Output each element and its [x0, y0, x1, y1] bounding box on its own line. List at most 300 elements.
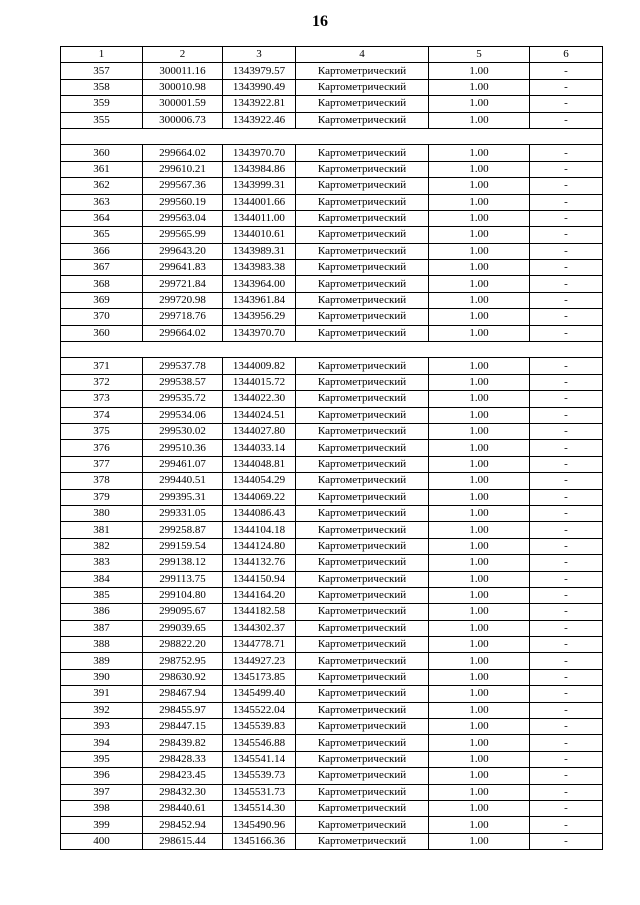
point-number-cell: 387 — [61, 620, 143, 636]
x-coordinate-cell: 300006.73 — [143, 112, 223, 128]
table-row — [61, 96, 603, 112]
accuracy-cell: 1.00 — [429, 686, 530, 702]
method-cell: Картометрический — [296, 227, 429, 243]
x-coordinate-cell: 299664.02 — [143, 145, 223, 161]
point-number-cell: 388 — [61, 637, 143, 653]
method-cell: Картометрический — [296, 63, 429, 79]
accuracy-cell: 1.00 — [429, 538, 530, 554]
table-row — [61, 817, 603, 833]
x-coordinate-cell: 299138.12 — [143, 555, 223, 571]
y-coordinate-cell: 1345539.83 — [223, 719, 296, 735]
table-row — [61, 391, 603, 407]
x-coordinate-cell: 300010.98 — [143, 79, 223, 95]
point-number-cell: 361 — [61, 161, 143, 177]
x-coordinate-cell: 299643.20 — [143, 243, 223, 259]
method-cell: Картометрический — [296, 407, 429, 423]
y-coordinate-cell: 1344024.51 — [223, 407, 296, 423]
point-number-cell: 376 — [61, 440, 143, 456]
point-number-cell: 382 — [61, 538, 143, 554]
method-cell: Картометрический — [296, 243, 429, 259]
accuracy-cell: 1.00 — [429, 473, 530, 489]
table-row — [61, 63, 603, 79]
method-cell: Картометрический — [296, 325, 429, 341]
point-number-cell: 390 — [61, 669, 143, 685]
method-cell: Картометрический — [296, 489, 429, 505]
description-cell: - — [530, 276, 603, 292]
table-row — [61, 669, 603, 685]
method-cell: Картометрический — [296, 522, 429, 538]
description-cell: - — [530, 768, 603, 784]
table-row — [61, 800, 603, 816]
y-coordinate-cell: 1345531.73 — [223, 784, 296, 800]
method-cell: Картометрический — [296, 587, 429, 603]
y-coordinate-cell: 1343979.57 — [223, 63, 296, 79]
accuracy-cell: 1.00 — [429, 210, 530, 226]
y-coordinate-cell: 1344015.72 — [223, 374, 296, 390]
accuracy-cell: 1.00 — [429, 227, 530, 243]
x-coordinate-cell: 298440.61 — [143, 800, 223, 816]
table-row — [61, 243, 603, 259]
method-cell: Картометрический — [296, 784, 429, 800]
point-number-cell: 374 — [61, 407, 143, 423]
accuracy-cell: 1.00 — [429, 719, 530, 735]
description-cell: - — [530, 243, 603, 259]
description-cell: - — [530, 702, 603, 718]
description-cell: - — [530, 423, 603, 439]
table-row — [61, 407, 603, 423]
table-row — [61, 325, 603, 341]
point-number-cell: 357 — [61, 63, 143, 79]
point-number-cell: 360 — [61, 325, 143, 341]
method-cell: Картометрический — [296, 161, 429, 177]
column-header: 2 — [143, 47, 223, 63]
method-cell: Картометрический — [296, 112, 429, 128]
accuracy-cell: 1.00 — [429, 260, 530, 276]
y-coordinate-cell: 1344069.22 — [223, 489, 296, 505]
method-cell: Картометрический — [296, 702, 429, 718]
x-coordinate-cell: 299159.54 — [143, 538, 223, 554]
point-number-cell: 384 — [61, 571, 143, 587]
y-coordinate-cell: 1345541.14 — [223, 751, 296, 767]
point-number-cell: 367 — [61, 260, 143, 276]
accuracy-cell: 1.00 — [429, 194, 530, 210]
accuracy-cell: 1.00 — [429, 604, 530, 620]
method-cell: Картометрический — [296, 637, 429, 653]
point-number-cell: 378 — [61, 473, 143, 489]
point-number-cell: 375 — [61, 423, 143, 439]
method-cell: Картометрический — [296, 391, 429, 407]
description-cell: - — [530, 456, 603, 472]
x-coordinate-cell: 299537.78 — [143, 358, 223, 374]
y-coordinate-cell: 1344132.76 — [223, 555, 296, 571]
x-coordinate-cell: 299560.19 — [143, 194, 223, 210]
table-row — [61, 538, 603, 554]
x-coordinate-cell: 299567.36 — [143, 178, 223, 194]
method-cell: Картометрический — [296, 768, 429, 784]
table-row — [61, 374, 603, 390]
point-number-cell: 372 — [61, 374, 143, 390]
y-coordinate-cell: 1345522.04 — [223, 702, 296, 718]
description-cell: - — [530, 407, 603, 423]
description-cell: - — [530, 194, 603, 210]
y-coordinate-cell: 1344182.58 — [223, 604, 296, 620]
point-number-cell: 391 — [61, 686, 143, 702]
y-coordinate-cell: 1343961.84 — [223, 292, 296, 308]
method-cell: Картометрический — [296, 440, 429, 456]
accuracy-cell: 1.00 — [429, 833, 530, 849]
x-coordinate-cell: 299395.31 — [143, 489, 223, 505]
point-number-cell: 389 — [61, 653, 143, 669]
description-cell: - — [530, 79, 603, 95]
x-coordinate-cell: 299664.02 — [143, 325, 223, 341]
table-row — [61, 112, 603, 128]
x-coordinate-cell: 300001.59 — [143, 96, 223, 112]
x-coordinate-cell: 299440.51 — [143, 473, 223, 489]
point-number-cell: 373 — [61, 391, 143, 407]
table-row — [61, 768, 603, 784]
x-coordinate-cell: 300011.16 — [143, 63, 223, 79]
y-coordinate-cell: 1344054.29 — [223, 473, 296, 489]
table-row — [61, 637, 603, 653]
accuracy-cell: 1.00 — [429, 620, 530, 636]
table-row — [61, 555, 603, 571]
x-coordinate-cell: 299610.21 — [143, 161, 223, 177]
method-cell: Картометрический — [296, 751, 429, 767]
x-coordinate-cell: 298455.97 — [143, 702, 223, 718]
accuracy-cell: 1.00 — [429, 325, 530, 341]
y-coordinate-cell: 1344778.71 — [223, 637, 296, 653]
description-cell: - — [530, 210, 603, 226]
description-cell: - — [530, 325, 603, 341]
x-coordinate-cell: 299721.84 — [143, 276, 223, 292]
point-number-cell: 386 — [61, 604, 143, 620]
table-row — [61, 145, 603, 161]
table-row — [61, 227, 603, 243]
accuracy-cell: 1.00 — [429, 112, 530, 128]
point-number-cell: 394 — [61, 735, 143, 751]
page-number: 16 — [312, 13, 328, 30]
accuracy-cell: 1.00 — [429, 276, 530, 292]
accuracy-cell: 1.00 — [429, 63, 530, 79]
y-coordinate-cell: 1344302.37 — [223, 620, 296, 636]
method-cell: Картометрический — [296, 669, 429, 685]
accuracy-cell: 1.00 — [429, 817, 530, 833]
y-coordinate-cell: 1344010.61 — [223, 227, 296, 243]
table-row — [61, 260, 603, 276]
method-cell: Картометрический — [296, 833, 429, 849]
point-number-cell: 385 — [61, 587, 143, 603]
y-coordinate-cell: 1343922.81 — [223, 96, 296, 112]
accuracy-cell: 1.00 — [429, 96, 530, 112]
method-cell: Картометрический — [296, 800, 429, 816]
description-cell: - — [530, 522, 603, 538]
description-cell: - — [530, 800, 603, 816]
point-number-cell: 381 — [61, 522, 143, 538]
y-coordinate-cell: 1345539.73 — [223, 768, 296, 784]
x-coordinate-cell: 298423.45 — [143, 768, 223, 784]
description-cell: - — [530, 833, 603, 849]
accuracy-cell: 1.00 — [429, 178, 530, 194]
y-coordinate-cell: 1343970.70 — [223, 325, 296, 341]
y-coordinate-cell: 1345514.30 — [223, 800, 296, 816]
accuracy-cell: 1.00 — [429, 161, 530, 177]
table-header-row — [61, 47, 603, 63]
point-number-cell: 399 — [61, 817, 143, 833]
method-cell: Картометрический — [296, 260, 429, 276]
description-cell: - — [530, 489, 603, 505]
point-number-cell: 392 — [61, 702, 143, 718]
description-cell: - — [530, 751, 603, 767]
description-cell: - — [530, 571, 603, 587]
table-row — [61, 194, 603, 210]
table-row — [61, 571, 603, 587]
method-cell: Картометрический — [296, 473, 429, 489]
y-coordinate-cell: 1343989.31 — [223, 243, 296, 259]
accuracy-cell: 1.00 — [429, 489, 530, 505]
accuracy-cell: 1.00 — [429, 702, 530, 718]
point-number-cell: 360 — [61, 145, 143, 161]
x-coordinate-cell: 298428.33 — [143, 751, 223, 767]
point-number-cell: 362 — [61, 178, 143, 194]
x-coordinate-cell: 299565.99 — [143, 227, 223, 243]
x-coordinate-cell: 299258.87 — [143, 522, 223, 538]
y-coordinate-cell: 1343983.38 — [223, 260, 296, 276]
accuracy-cell: 1.00 — [429, 653, 530, 669]
description-cell: - — [530, 391, 603, 407]
table-row — [61, 358, 603, 374]
x-coordinate-cell: 299641.83 — [143, 260, 223, 276]
description-cell: - — [530, 505, 603, 521]
table-row — [61, 686, 603, 702]
x-coordinate-cell: 298447.15 — [143, 719, 223, 735]
point-number-cell: 383 — [61, 555, 143, 571]
method-cell: Картометрический — [296, 538, 429, 554]
description-cell: - — [530, 735, 603, 751]
point-number-cell: 355 — [61, 112, 143, 128]
separator-cell — [61, 342, 603, 358]
description-cell: - — [530, 440, 603, 456]
method-cell: Картометрический — [296, 145, 429, 161]
accuracy-cell: 1.00 — [429, 751, 530, 767]
accuracy-cell: 1.00 — [429, 768, 530, 784]
y-coordinate-cell: 1343956.29 — [223, 309, 296, 325]
description-cell: - — [530, 309, 603, 325]
method-cell: Картометрический — [296, 96, 429, 112]
column-header: 3 — [223, 47, 296, 63]
coordinates-table — [60, 46, 603, 850]
x-coordinate-cell: 298752.95 — [143, 653, 223, 669]
description-cell: - — [530, 669, 603, 685]
point-number-cell: 365 — [61, 227, 143, 243]
point-number-cell: 364 — [61, 210, 143, 226]
description-cell: - — [530, 784, 603, 800]
description-cell: - — [530, 96, 603, 112]
method-cell: Картометрический — [296, 604, 429, 620]
point-number-cell: 396 — [61, 768, 143, 784]
accuracy-cell: 1.00 — [429, 423, 530, 439]
description-cell: - — [530, 112, 603, 128]
x-coordinate-cell: 299718.76 — [143, 309, 223, 325]
method-cell: Картометрический — [296, 653, 429, 669]
y-coordinate-cell: 1344009.82 — [223, 358, 296, 374]
method-cell: Картометрический — [296, 571, 429, 587]
accuracy-cell: 1.00 — [429, 358, 530, 374]
accuracy-cell: 1.00 — [429, 456, 530, 472]
description-cell: - — [530, 604, 603, 620]
description-cell: - — [530, 178, 603, 194]
y-coordinate-cell: 1343984.86 — [223, 161, 296, 177]
method-cell: Картометрический — [296, 178, 429, 194]
x-coordinate-cell: 299331.05 — [143, 505, 223, 521]
table-row — [61, 505, 603, 521]
table-row — [61, 620, 603, 636]
table-row — [61, 178, 603, 194]
table-separator-row — [61, 128, 603, 144]
table-row — [61, 735, 603, 751]
accuracy-cell: 1.00 — [429, 374, 530, 390]
description-cell: - — [530, 161, 603, 177]
x-coordinate-cell: 299461.07 — [143, 456, 223, 472]
description-cell: - — [530, 653, 603, 669]
table-row — [61, 456, 603, 472]
accuracy-cell: 1.00 — [429, 79, 530, 95]
y-coordinate-cell: 1344001.66 — [223, 194, 296, 210]
y-coordinate-cell: 1344086.43 — [223, 505, 296, 521]
accuracy-cell: 1.00 — [429, 800, 530, 816]
x-coordinate-cell: 299535.72 — [143, 391, 223, 407]
point-number-cell: 369 — [61, 292, 143, 308]
method-cell: Картометрический — [296, 309, 429, 325]
point-number-cell: 368 — [61, 276, 143, 292]
y-coordinate-cell: 1344124.80 — [223, 538, 296, 554]
accuracy-cell: 1.00 — [429, 292, 530, 308]
method-cell: Картометрический — [296, 79, 429, 95]
method-cell: Картометрический — [296, 719, 429, 735]
point-number-cell: 400 — [61, 833, 143, 849]
method-cell: Картометрический — [296, 555, 429, 571]
y-coordinate-cell: 1344027.80 — [223, 423, 296, 439]
point-number-cell: 377 — [61, 456, 143, 472]
point-number-cell: 370 — [61, 309, 143, 325]
point-number-cell: 359 — [61, 96, 143, 112]
x-coordinate-cell: 299530.02 — [143, 423, 223, 439]
method-cell: Картометрический — [296, 276, 429, 292]
method-cell: Картометрический — [296, 210, 429, 226]
x-coordinate-cell: 299095.67 — [143, 604, 223, 620]
point-number-cell: 358 — [61, 79, 143, 95]
table-row — [61, 292, 603, 308]
separator-cell — [61, 128, 603, 144]
y-coordinate-cell: 1343999.31 — [223, 178, 296, 194]
column-header: 4 — [296, 47, 429, 63]
table-row — [61, 440, 603, 456]
description-cell: - — [530, 620, 603, 636]
method-cell: Картометрический — [296, 735, 429, 751]
x-coordinate-cell: 299563.04 — [143, 210, 223, 226]
x-coordinate-cell: 298615.44 — [143, 833, 223, 849]
x-coordinate-cell: 298432.30 — [143, 784, 223, 800]
x-coordinate-cell: 299534.06 — [143, 407, 223, 423]
accuracy-cell: 1.00 — [429, 555, 530, 571]
description-cell: - — [530, 686, 603, 702]
table-row — [61, 309, 603, 325]
accuracy-cell: 1.00 — [429, 407, 530, 423]
description-cell: - — [530, 374, 603, 390]
method-cell: Картометрический — [296, 686, 429, 702]
table-row — [61, 833, 603, 849]
y-coordinate-cell: 1344033.14 — [223, 440, 296, 456]
x-coordinate-cell: 299039.65 — [143, 620, 223, 636]
accuracy-cell: 1.00 — [429, 391, 530, 407]
method-cell: Картометрический — [296, 374, 429, 390]
point-number-cell: 363 — [61, 194, 143, 210]
point-number-cell: 398 — [61, 800, 143, 816]
accuracy-cell: 1.00 — [429, 571, 530, 587]
column-header: 6 — [530, 47, 603, 63]
y-coordinate-cell: 1344048.81 — [223, 456, 296, 472]
y-coordinate-cell: 1345173.85 — [223, 669, 296, 685]
accuracy-cell: 1.00 — [429, 440, 530, 456]
y-coordinate-cell: 1344104.18 — [223, 522, 296, 538]
x-coordinate-cell: 298467.94 — [143, 686, 223, 702]
table-row — [61, 653, 603, 669]
x-coordinate-cell: 299720.98 — [143, 292, 223, 308]
y-coordinate-cell: 1345166.36 — [223, 833, 296, 849]
x-coordinate-cell: 298452.94 — [143, 817, 223, 833]
x-coordinate-cell: 299538.57 — [143, 374, 223, 390]
accuracy-cell: 1.00 — [429, 784, 530, 800]
x-coordinate-cell: 298630.92 — [143, 669, 223, 685]
point-number-cell: 379 — [61, 489, 143, 505]
y-coordinate-cell: 1344011.00 — [223, 210, 296, 226]
table-row — [61, 276, 603, 292]
x-coordinate-cell: 298439.82 — [143, 735, 223, 751]
table-row — [61, 702, 603, 718]
y-coordinate-cell: 1343970.70 — [223, 145, 296, 161]
accuracy-cell: 1.00 — [429, 145, 530, 161]
table-row — [61, 522, 603, 538]
accuracy-cell: 1.00 — [429, 522, 530, 538]
method-cell: Картометрический — [296, 817, 429, 833]
method-cell: Картометрический — [296, 620, 429, 636]
table-row — [61, 719, 603, 735]
description-cell: - — [530, 145, 603, 161]
point-number-cell: 380 — [61, 505, 143, 521]
x-coordinate-cell: 299510.36 — [143, 440, 223, 456]
table-row — [61, 210, 603, 226]
table-row — [61, 587, 603, 603]
description-cell: - — [530, 555, 603, 571]
table-row — [61, 161, 603, 177]
y-coordinate-cell: 1345546.88 — [223, 735, 296, 751]
description-cell: - — [530, 292, 603, 308]
description-cell: - — [530, 637, 603, 653]
y-coordinate-cell: 1344150.94 — [223, 571, 296, 587]
method-cell: Картометрический — [296, 456, 429, 472]
y-coordinate-cell: 1344927.23 — [223, 653, 296, 669]
y-coordinate-cell: 1345490.96 — [223, 817, 296, 833]
method-cell: Картометрический — [296, 292, 429, 308]
description-cell: - — [530, 260, 603, 276]
y-coordinate-cell: 1343922.46 — [223, 112, 296, 128]
x-coordinate-cell: 299104.80 — [143, 587, 223, 603]
table-row — [61, 489, 603, 505]
accuracy-cell: 1.00 — [429, 309, 530, 325]
description-cell: - — [530, 63, 603, 79]
point-number-cell: 397 — [61, 784, 143, 800]
table-separator-row — [61, 342, 603, 358]
accuracy-cell: 1.00 — [429, 587, 530, 603]
